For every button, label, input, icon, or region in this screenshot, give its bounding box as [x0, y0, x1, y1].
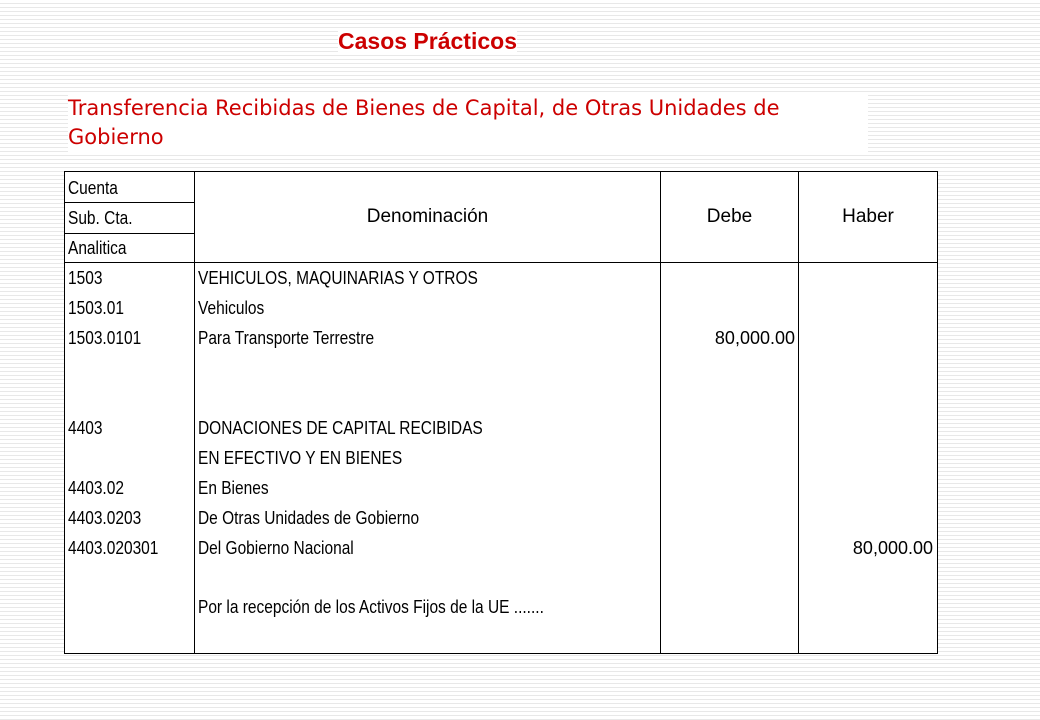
- ledger-table: [64, 171, 938, 654]
- header-divider: [65, 233, 194, 234]
- row-code: 1503.01: [68, 298, 124, 318]
- row-code: 1503.0101: [68, 328, 142, 348]
- row-debe: 80,000.00: [714, 328, 795, 348]
- row-code: 4403: [68, 418, 103, 438]
- header-denominacion: Denominación: [366, 206, 489, 227]
- column-divider: [660, 172, 661, 653]
- header-cuenta: Cuenta: [68, 178, 118, 198]
- header-bottom-line: [65, 262, 937, 263]
- header-analitica: Analitica: [68, 238, 127, 258]
- row-desc: Para Transporte Terrestre: [198, 328, 375, 348]
- row-desc: Por la recepción de los Activos Fijos de la UE .......: [198, 597, 544, 617]
- row-desc: Vehiculos: [198, 298, 265, 318]
- row-desc: VEHICULOS, MAQUINARIAS Y OTROS: [198, 268, 478, 288]
- column-divider: [194, 172, 195, 653]
- row-code: 4403.02: [68, 478, 124, 498]
- header-sub-cta: Sub. Cta.: [68, 208, 133, 228]
- row-haber: 80,000.00: [852, 538, 933, 558]
- header-haber: Haber: [842, 206, 894, 227]
- slide-subtitle: Transferencia Recibidas de Bienes de Capital, de Otras Unidades de Gobierno: [68, 94, 868, 152]
- row-desc: De Otras Unidades de Gobierno: [198, 508, 420, 528]
- row-desc: DONACIONES DE CAPITAL RECIBIDAS: [198, 418, 483, 438]
- row-desc: Del Gobierno Nacional: [198, 538, 354, 558]
- row-desc: En Bienes: [198, 478, 269, 498]
- header-debe: Debe: [706, 206, 753, 227]
- column-divider: [798, 172, 799, 653]
- header-divider: [65, 202, 194, 203]
- row-code: 4403.020301: [68, 538, 159, 558]
- slide-title: Casos Prácticos: [338, 28, 517, 54]
- row-code: 1503: [68, 268, 103, 288]
- row-desc: EN EFECTIVO Y EN BIENES: [198, 448, 403, 468]
- row-code: 4403.0203: [68, 508, 142, 528]
